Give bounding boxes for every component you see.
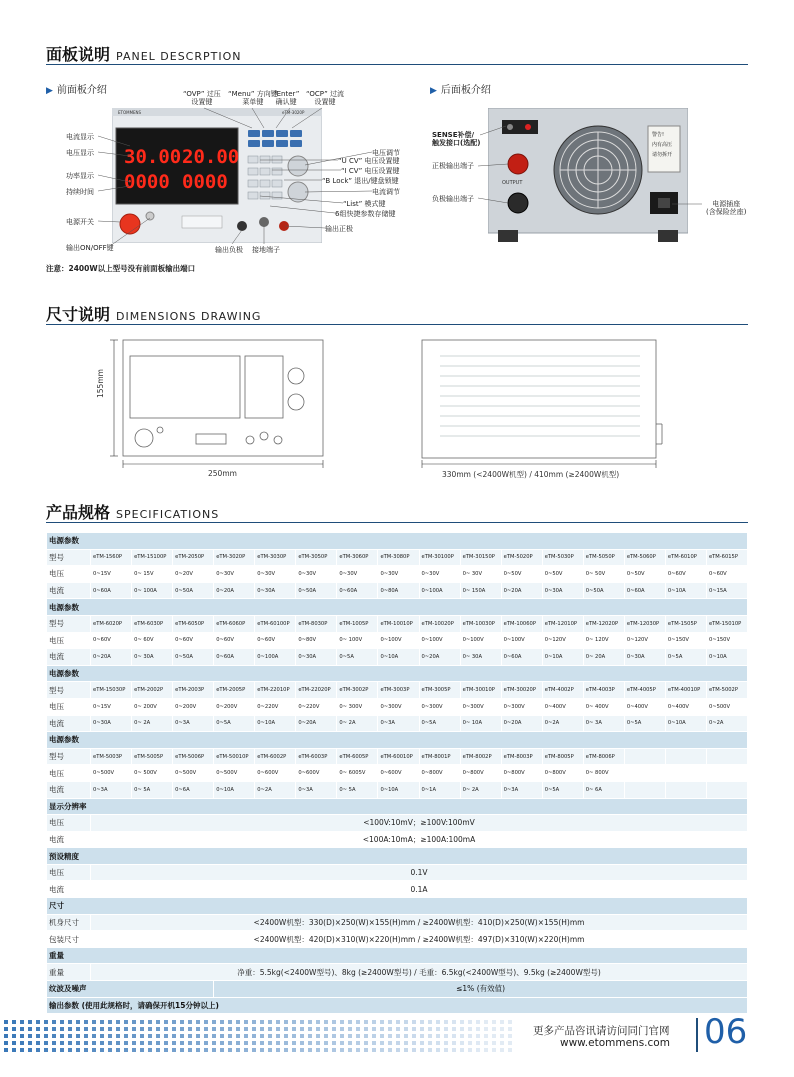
spec-cell: 0~ 2A: [460, 781, 501, 798]
spec-table: [46, 532, 748, 1014]
spec-cell: 0~10A: [706, 649, 747, 666]
spec-cell: eTM-60100P: [255, 615, 296, 632]
spec-cell: [624, 765, 665, 782]
group-header: 电源参数: [47, 665, 748, 682]
spec-cell: eTM-30020P: [501, 682, 542, 699]
group-header: 电源参数: [47, 732, 748, 749]
spec-cell: 0~ 120V: [583, 632, 624, 649]
spec-cell: eTM-3050P: [296, 549, 337, 566]
group-header: 显示分辨率: [47, 798, 748, 815]
row-label: 电压: [47, 864, 91, 881]
spec-cell: 0~30A: [624, 649, 665, 666]
group-header: 电源参数: [47, 533, 748, 550]
label-block: “B Lock” 退出/键盘锁键: [322, 177, 399, 185]
spec-cell: 0~150V: [706, 632, 747, 649]
spec-cell: 0~60V: [173, 632, 214, 649]
spec-cell: 0~30V: [419, 566, 460, 583]
spec-cell: eTM-1505P: [665, 615, 706, 632]
model-tag: eTM-3020P: [282, 110, 305, 115]
spec-cell: 0~20V: [173, 566, 214, 583]
footer-text: 更多产品咨讯请访问同门官网: [533, 1025, 670, 1037]
spec-value: ≤1% (有效值): [214, 981, 748, 998]
dimension-drawing: [100, 334, 680, 470]
spec-cell: 0~ 60V: [132, 632, 173, 649]
divider: [46, 522, 748, 523]
spec-cell: eTM-6030P: [132, 615, 173, 632]
spec-cell: 0~30A: [91, 715, 132, 732]
spec-cell: 0~6A: [173, 781, 214, 798]
spec-cell: [665, 765, 706, 782]
spec-cell: 0~80A: [378, 582, 419, 599]
spec-cell: eTM-3060P: [337, 549, 378, 566]
spec-cell: 0~ 100V: [337, 632, 378, 649]
spec-cell: 0~ 2A: [337, 715, 378, 732]
label-output-negative: 输出负极: [215, 246, 243, 254]
spec-cell: eTM-6050P: [173, 615, 214, 632]
spec-cell: 0~500V: [214, 765, 255, 782]
spec-cell: eTM-50010P: [214, 748, 255, 765]
divider: [46, 324, 748, 325]
power-display: 0000: [124, 171, 170, 193]
spec-cell: 0~100V: [501, 632, 542, 649]
spec-cell: 0~60A: [214, 649, 255, 666]
spec-cell: eTM-1560P: [91, 549, 132, 566]
spec-cell: [665, 781, 706, 798]
spec-cell: 0~600V: [296, 765, 337, 782]
spec-cell: 0~ 6005V: [337, 765, 378, 782]
spec-cell: 0~800V: [419, 765, 460, 782]
spec-cell: eTM-5002P: [706, 682, 747, 699]
footer-divider: [696, 1018, 698, 1052]
spec-cell: 0~ 50V: [583, 566, 624, 583]
group-header: 输出参数 (使用此规格时，请确保开机15分钟以上): [47, 997, 748, 1014]
sticker-text: 警告!: [652, 132, 665, 138]
label-power-display: 功率显示: [66, 172, 94, 180]
spec-cell: 0~80V: [296, 632, 337, 649]
spec-cell: 0~3A: [378, 715, 419, 732]
spec-cell: eTM-15030P: [91, 682, 132, 699]
spec-cell: 0~60A: [91, 582, 132, 599]
group-header: 重量: [47, 947, 748, 964]
brand-text: ETOMMENS: [118, 110, 142, 115]
spec-cell: eTM-8005P: [542, 748, 583, 765]
spec-cell: 0~20A: [214, 582, 255, 599]
spec-cell: 0~5A: [624, 715, 665, 732]
spec-value: 净重：5.5kg(<2400W型号)、8kg (≥2400W型号) / 毛重：6.5kg(<2400W型号)、9.5kg (≥2400W型号): [91, 964, 748, 981]
spec-cell: eTM-5060P: [624, 549, 665, 566]
row-label: 型号: [47, 748, 91, 765]
spec-cell: eTM-6060P: [214, 615, 255, 632]
spec-cell: 0~5A: [665, 649, 706, 666]
spec-cell: 0~30V: [378, 566, 419, 583]
spec-cell: 0~30A: [296, 649, 337, 666]
spec-cell: eTM-2002P: [132, 682, 173, 699]
spec-cell: 0~50V: [501, 566, 542, 583]
spec-cell: 0~120V: [542, 632, 583, 649]
spec-cell: 0~ 500V: [132, 765, 173, 782]
spec-cell: 0~100V: [460, 632, 501, 649]
page-number: 06: [704, 1012, 748, 1052]
spec-cell: 0~10A: [378, 781, 419, 798]
spec-cell: eTM-3020P: [214, 549, 255, 566]
label-output-positive: 输出正极: [325, 225, 353, 233]
spec-cell: eTM-3003P: [378, 682, 419, 699]
spec-cell: 0~ 30A: [460, 649, 501, 666]
spec-cell: 0~30V: [214, 566, 255, 583]
label-i-adjust: 电流调节: [372, 188, 400, 196]
spec-cell: 0~30A: [542, 582, 583, 599]
spec-cell: 0~3A: [296, 781, 337, 798]
spec-cell: 0~5A: [337, 649, 378, 666]
spec-cell: eTM-8003P: [501, 748, 542, 765]
row-label: 型号: [47, 615, 91, 632]
decorative-dots: [0, 1017, 520, 1055]
group-header: 尺寸: [47, 898, 748, 915]
spec-cell: 0~60V: [91, 632, 132, 649]
spec-cell: eTM-5020P: [501, 549, 542, 566]
spec-cell: 0~ 800V: [583, 765, 624, 782]
spec-cell: 0~5A: [214, 715, 255, 732]
spec-cell: 0~50V: [624, 566, 665, 583]
spec-cell: 0~ 20A: [583, 649, 624, 666]
spec-cell: 0~10A: [542, 649, 583, 666]
svg-text:请勿拆开: 请勿拆开: [652, 152, 673, 158]
label-power-switch: 电源开关: [66, 218, 94, 226]
label-ground: 接地端子: [252, 246, 280, 254]
spec-cell: eTM-12020P: [583, 615, 624, 632]
spec-cell: eTM-10010P: [378, 615, 419, 632]
spec-cell: [706, 781, 747, 798]
spec-cell: 0~ 400V: [583, 698, 624, 715]
spec-cell: 0~60V: [214, 632, 255, 649]
spec-cell: 0~10A: [255, 715, 296, 732]
svg-text:内有高压: 内有高压: [652, 142, 673, 148]
spec-cell: 0~20A: [419, 649, 460, 666]
spec-cell: 0~10A: [214, 781, 255, 798]
spec-cell: 0~10A: [665, 715, 706, 732]
label-enter: “Enter” 确认键: [273, 90, 300, 107]
label-output-key: 输出ON/OFF键: [66, 244, 114, 252]
front-panel-subtitle: ▶ 前面板介绍: [46, 85, 107, 96]
spec-cell: [665, 748, 706, 765]
label-six-keys: 6组快捷参数存储键: [335, 210, 396, 218]
time-display: 0000: [182, 171, 228, 193]
row-label: 重量: [47, 964, 91, 981]
spec-cell: 0~ 200V: [132, 698, 173, 715]
spec-cell: eTM-6002P: [255, 748, 296, 765]
row-label: 电流: [47, 715, 91, 732]
depth-label: 330mm (<2400W机型) / 410mm (≥2400W机型): [442, 470, 620, 479]
spec-cell: eTM-1005P: [337, 615, 378, 632]
spec-cell: 0~20A: [91, 649, 132, 666]
spec-cell: eTM-10030P: [460, 615, 501, 632]
spec-cell: eTM-12010P: [542, 615, 583, 632]
panel-section-title: 面板说明 PANEL DESCRPTION: [46, 45, 242, 64]
spec-cell: 0~3A: [91, 781, 132, 798]
spec-cell: 0~30V: [296, 566, 337, 583]
spec-cell: 0~20A: [296, 715, 337, 732]
group-header: 电源参数: [47, 599, 748, 616]
spec-cell: 0~50V: [542, 566, 583, 583]
spec-cell: eTM-10060P: [501, 615, 542, 632]
spec-cell: eTM-60010P: [378, 748, 419, 765]
row-label: 型号: [47, 549, 91, 566]
label-rear-negative: 负极输出端子: [432, 195, 474, 203]
spec-cell: 0~20A: [501, 582, 542, 599]
label-icv: “I CV” 电压设置键: [341, 167, 400, 175]
label-sense: SENSE补偿/ 触发接口(选配): [432, 131, 481, 148]
spec-cell: [706, 765, 747, 782]
label-ocp: “OCP” 过流 设置键: [306, 90, 344, 107]
spec-cell: eTM-6015P: [706, 549, 747, 566]
spec-value: <2400W机型：420(D)×310(W)×220(H)mm / ≥2400W机型：497(D)×310(W)×220(H)mm: [91, 931, 748, 948]
spec-cell: eTM-2003P: [173, 682, 214, 699]
spec-cell: 0~600V: [378, 765, 419, 782]
spec-cell: 0~300V: [378, 698, 419, 715]
row-label: 电压: [47, 698, 91, 715]
spec-cell: 0~400V: [542, 698, 583, 715]
spec-cell: eTM-3030P: [255, 549, 296, 566]
spec-cell: eTM-6003P: [296, 748, 337, 765]
spec-cell: 0~150V: [665, 632, 706, 649]
spec-cell: eTM-5030P: [542, 549, 583, 566]
spec-cell: 0~20A: [501, 715, 542, 732]
spec-value: 0.1A: [91, 881, 748, 898]
spec-cell: eTM-4003P: [583, 682, 624, 699]
label-current-display: 电流显示: [66, 133, 94, 141]
spec-cell: 0~60V: [665, 566, 706, 583]
spec-cell: eTM-2005P: [214, 682, 255, 699]
row-label: 电流: [47, 649, 91, 666]
spec-cell: eTM-5003P: [91, 748, 132, 765]
spec-cell: 0~400V: [624, 698, 665, 715]
spec-cell: eTM-8002P: [460, 748, 501, 765]
spec-cell: eTM-3002P: [337, 682, 378, 699]
label-socket: 电源插座 (含保险丝座): [706, 200, 747, 217]
label-hold-time: 持续时间: [66, 188, 94, 196]
spec-value: <100A:10mA；≥100A:100mA: [91, 831, 748, 848]
spec-cell: eTM-22020P: [296, 682, 337, 699]
note-text: 注意：2400W以上型号没有前面板输出端口: [46, 264, 196, 273]
group-header: 纹波及噪声: [47, 981, 214, 998]
spec-cell: eTM-22010P: [255, 682, 296, 699]
spec-cell: [624, 748, 665, 765]
spec-cell: eTM-5050P: [583, 549, 624, 566]
spec-cell: eTM-4002P: [542, 682, 583, 699]
row-label: 电压: [47, 632, 91, 649]
width-label: 250mm: [208, 469, 237, 478]
spec-cell: 0~60A: [501, 649, 542, 666]
spec-cell: 0~15A: [706, 582, 747, 599]
row-label: 电压: [47, 566, 91, 583]
spec-value: 0.1V: [91, 864, 748, 881]
spec-cell: 0~ 2A: [132, 715, 173, 732]
row-label: 电流: [47, 881, 91, 898]
spec-section-title: 产品规格 SPECIFICATIONS: [46, 503, 220, 522]
spec-cell: eTM-40010P: [665, 682, 706, 699]
spec-cell: 0~ 5A: [132, 781, 173, 798]
row-label: 电压: [47, 815, 91, 832]
spec-cell: 0~220V: [255, 698, 296, 715]
row-label: 电流: [47, 831, 91, 848]
spec-cell: 0~220V: [296, 698, 337, 715]
label-ucv: “U CV” 电压设置键: [338, 157, 400, 165]
row-label: 电压: [47, 765, 91, 782]
spec-cell: 0~50A: [173, 649, 214, 666]
label-menu: “Menu” 方向键 菜单键: [228, 90, 278, 107]
spec-cell: eTM-6005P: [337, 748, 378, 765]
spec-cell: 0~ 3A: [583, 715, 624, 732]
row-label: 电流: [47, 582, 91, 599]
rear-panel-subtitle: ▶ 后面板介绍: [430, 85, 491, 96]
spec-cell: eTM-4005P: [624, 682, 665, 699]
voltage-display: 30.00: [124, 146, 182, 168]
spec-cell: 0~800V: [460, 765, 501, 782]
triangle-icon: ▶: [46, 86, 53, 96]
spec-cell: 0~2A: [255, 781, 296, 798]
spec-cell: 0~300V: [501, 698, 542, 715]
spec-cell: 0~15V: [91, 698, 132, 715]
spec-cell: eTM-2050P: [173, 549, 214, 566]
spec-cell: 0~500V: [173, 765, 214, 782]
spec-cell: 0~ 300V: [337, 698, 378, 715]
row-label: 电流: [47, 781, 91, 798]
spec-cell: 0~10A: [665, 582, 706, 599]
spec-cell: eTM-8001P: [419, 748, 460, 765]
label-list: “List” 模式键: [343, 200, 386, 208]
spec-cell: eTM-10020P: [419, 615, 460, 632]
row-label: 机身尺寸: [47, 914, 91, 931]
row-label: 型号: [47, 682, 91, 699]
spec-cell: [706, 748, 747, 765]
group-header: 预设精度: [47, 848, 748, 865]
triangle-icon: ▶: [430, 86, 437, 96]
spec-cell: eTM-3005P: [419, 682, 460, 699]
label-ovp: “OVP” 过压 设置键: [183, 90, 221, 107]
spec-cell: 0~400V: [665, 698, 706, 715]
spec-cell: 0~ 10A: [460, 715, 501, 732]
spec-cell: 0~ 100A: [132, 582, 173, 599]
spec-cell: eTM-30150P: [460, 549, 501, 566]
spec-cell: 0~ 30V: [460, 566, 501, 583]
spec-cell: 0~2A: [542, 715, 583, 732]
spec-cell: 0~5A: [419, 715, 460, 732]
height-label: 155mm: [96, 369, 105, 398]
spec-cell: 0~30V: [255, 566, 296, 583]
spec-cell: 0~100A: [255, 649, 296, 666]
spec-cell: 0~800V: [501, 765, 542, 782]
label-rear-positive: 正极输出端子: [432, 162, 474, 170]
current-display: 20.00: [182, 146, 240, 168]
spec-cell: eTM-8006P: [583, 748, 624, 765]
spec-value: <100V:10mV；≥100V:100mV: [91, 815, 748, 832]
spec-cell: 0~500V: [91, 765, 132, 782]
output-text: OUTPUT: [502, 180, 523, 186]
spec-cell: 0~ 15V: [132, 566, 173, 583]
spec-cell: 0~15V: [91, 566, 132, 583]
spec-cell: eTM-6020P: [91, 615, 132, 632]
spec-cell: 0~50A: [583, 582, 624, 599]
label-voltage-display: 电压显示: [66, 149, 94, 157]
spec-cell: 0~60A: [624, 582, 665, 599]
spec-cell: eTM-15100P: [132, 549, 173, 566]
rear-callout-lines: [0, 0, 794, 270]
spec-cell: 0~60V: [706, 566, 747, 583]
spec-cell: eTM-12030P: [624, 615, 665, 632]
spec-cell: 0~ 150A: [460, 582, 501, 599]
spec-cell: eTM-5005P: [132, 748, 173, 765]
spec-cell: 0~800V: [542, 765, 583, 782]
spec-cell: eTM-5006P: [173, 748, 214, 765]
spec-cell: eTM-15010P: [706, 615, 747, 632]
spec-cell: eTM-3080P: [378, 549, 419, 566]
spec-cell: 0~ 6A: [583, 781, 624, 798]
spec-cell: 0~3A: [501, 781, 542, 798]
spec-cell: 0~1A: [419, 781, 460, 798]
spec-cell: 0~2A: [706, 715, 747, 732]
spec-cell: 0~60A: [337, 582, 378, 599]
spec-cell: 0~600V: [255, 765, 296, 782]
spec-cell: 0~30A: [255, 582, 296, 599]
spec-cell: 0~5A: [542, 781, 583, 798]
footer-url[interactable]: www.etommens.com: [560, 1037, 670, 1049]
spec-cell: 0~50A: [296, 582, 337, 599]
spec-cell: 0~10A: [378, 649, 419, 666]
spec-cell: 0~200V: [173, 698, 214, 715]
dims-section-title: 尺寸说明 DIMENSIONS DRAWING: [46, 305, 262, 324]
spec-cell: 0~300V: [460, 698, 501, 715]
spec-cell: 0~300V: [419, 698, 460, 715]
spec-cell: [624, 781, 665, 798]
spec-cell: 0~500V: [706, 698, 747, 715]
spec-cell: 0~60V: [255, 632, 296, 649]
spec-cell: 0~ 30A: [132, 649, 173, 666]
spec-cell: eTM-8030P: [296, 615, 337, 632]
label-v-adjust: 电压调节: [372, 149, 400, 157]
spec-value: <2400W机型：330(D)×250(W)×155(H)mm / ≥2400W机型：410(D)×250(W)×155(H)mm: [91, 914, 748, 931]
spec-cell: eTM-30010P: [460, 682, 501, 699]
spec-cell: 0~120V: [624, 632, 665, 649]
spec-cell: 0~100A: [419, 582, 460, 599]
spec-cell: 0~30V: [337, 566, 378, 583]
spec-cell: 0~200V: [214, 698, 255, 715]
spec-cell: 0~50A: [173, 582, 214, 599]
spec-cell: 0~3A: [173, 715, 214, 732]
spec-cell: 0~ 5A: [337, 781, 378, 798]
spec-cell: eTM-6010P: [665, 549, 706, 566]
spec-cell: eTM-30100P: [419, 549, 460, 566]
row-label: 包装尺寸: [47, 931, 91, 948]
spec-cell: 0~100V: [378, 632, 419, 649]
spec-cell: 0~100V: [419, 632, 460, 649]
